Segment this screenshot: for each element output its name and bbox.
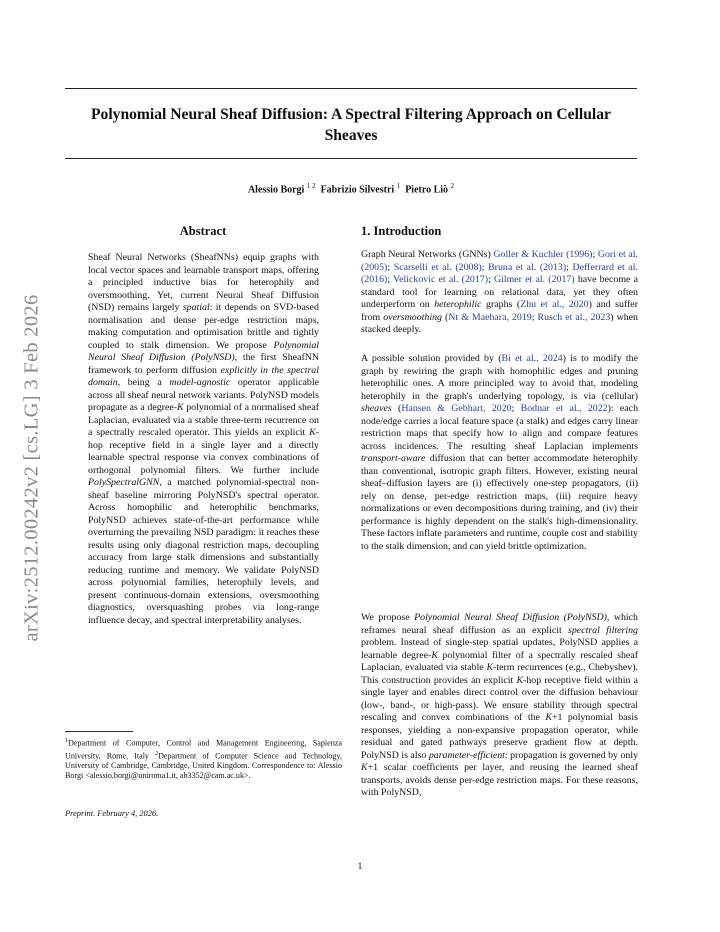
- author-name: Alessio Borgi: [247, 184, 305, 196]
- introduction-heading: 1. Introduction: [361, 224, 442, 238]
- title-bottom-rule: [65, 158, 637, 159]
- arxiv-identifier-stamp: arXiv:2512.00242v2 [cs.LG] 3 Feb 2026: [20, 294, 43, 642]
- affiliation-footnote: $^1$Department of Computer, Control and Management Engineering, Sapienza University, Rome, Italy $^2$Department of Computer Science and Technology, University of Cambridge, Cambridge, United Kingdom. Correspondence to: Alessio Borgi <alessio.borgi@uniroma1.it, ab3352@cam.ac.uk>.: [65, 738, 342, 781]
- author-affiliation: 1: [396, 182, 401, 190]
- author-list: [65, 182, 637, 195]
- author-name: Fabrizio Silvestri: [320, 184, 395, 196]
- author-name: Pietro Liò: [405, 184, 449, 196]
- footnote-rule: [65, 731, 133, 732]
- author-affiliation: 2: [450, 182, 455, 190]
- introduction-paragraph-3: We propose Polynomial Neural Sheaf Diffusion (PolyNSD), which reframes neural sheaf diffusion as an explicit spectral filtering problem. Instead of single-step spatial updates, PolyNSD applies a learnable degree-K polynomial filter of a spectrally rescaled sheaf Laplacian, evaluated via stable K-term recurrences (e.g., Chebyshev). This construction provides an explicit K-hop receptive field within a single layer and enables direct control over the diffusion behaviour (low-, band-, or high-pass). We ensure stability through spectral rescaling and convex combinations of the K+1 polynomial basis responses, yielding a non-expansive propagation operator, while residual and gated pathways preserve gradient flow at depth. PolyNSD is also parameter-efficient: propagation is governed by only K+1 scalar coefficients per layer, and reusing the learned sheaf transports, avoids dense per-edge restriction maps. For these reasons, with PolyNSD,: [361, 612, 639, 798]
- paper-title: Polynomial Neural Sheaf Diffusion: A Spectral Filtering Approach on Cellular Sheaves: [91, 106, 611, 144]
- top-rule: [65, 88, 637, 89]
- abstract-heading: Abstract: [179, 224, 227, 238]
- introduction-paragraph-1: Graph Neural Networks (GNNs) Goller & Kuchler (1996); Gori et al. (2005); Scarselli et al. (2008); Bruna et al. (2013); Defferrard et al. (2016); Velickovic et al. (2017); Gilmer et al. (2017) have become a standard tool for learning on relational data, yet they often underperform on heterophilic graphs (Zhu et al., 2020) and suffer from oversmoothing (Nt & Maehara, 2019; Rusch et al., 2023) when stacked deeply.: [361, 249, 638, 335]
- abstract-body: Sheaf Neural Networks (SheafNNs) equip graphs with local vector spaces and learnable transport maps, offering a principled inductive bias for heterophily and oversmoothing. Yet, current Neural Sheaf Diffusion (NSD) remains largely spatial: it depends on SVD-based normalisation and dense per-edge restriction maps, making computation and optimisation brittle and tightly coupled to stalk dimension. We propose Polynomial Neural Sheaf Diffusion (PolyNSD), the first SheafNN framework to perform diffusion explicitly in the spectral domain, being a model-agnostic operator applicable across all sheaf neural network variants. PolyNSD models propagate as a degree-K polynomial of a normalised sheaf Laplacian, evaluated via a stable three-term recurrence on a spectrally rescaled operator. This yields an explicit K-hop receptive field in a single layer and a directly learnable spectral response via convex combinations of orthogonal polynomial filters. We further include PolySpectralGNN, a matched polynomial-spectral non-sheaf baseline mirroring PolyNSD's spectral operator. Across homophilic and heterophilic benchmarks, PolyNSD achieves state-of-the-art performance while overturning the prevailing NSD paradigm: it reaches these results using only diagonal restriction maps, decoupling accuracy from large stalk dimensions and substantially reducing runtime and memory. We validate PolyNSD across polynomial families, heterophily levels, and present continuous-domain extensions, oversmoothing diagnostics, oversquashing probes via long-range influence decay, and spectral interpretability analyses.: [88, 252, 319, 626]
- introduction-paragraph-2: A possible solution provided by (Bi et al., 2024) is to modify the graph by rewiring the graph with homophilic edges and pruning heterophilic ones. A more principled way to avoid that, modeling heterophily in the graph's underlying topology, is via (cellular) sheaves (Hansen & Gebhart, 2020; Bodnar et al., 2022): each node/edge carries a local feature space (a stalk) and edges carry linear restriction maps that specify how to align and compare features across incidences. The resulting sheaf Laplacian implements transport-aware diffusion that can better accommodate heterophily than conventional, isotropic graph filters. However, existing neural sheaf–diffusion layers are (i) effectively one-step propagators, (ii) rely on dense, per-edge restriction maps, (iii) require heavy normalizations or even decompositions during training, and (iv) their performance is highly dependent on the stalk's high-dimensionality. These factors inflate parameters and runtime, couple cost and stability to the stalk dimension, and can yield brittle optimization.: [361, 353, 639, 552]
- preprint-note: Preprint. February 4, 2026.: [65, 809, 159, 818]
- page-number: 1: [357, 861, 363, 872]
- author-affiliation: 1 2: [306, 182, 316, 190]
